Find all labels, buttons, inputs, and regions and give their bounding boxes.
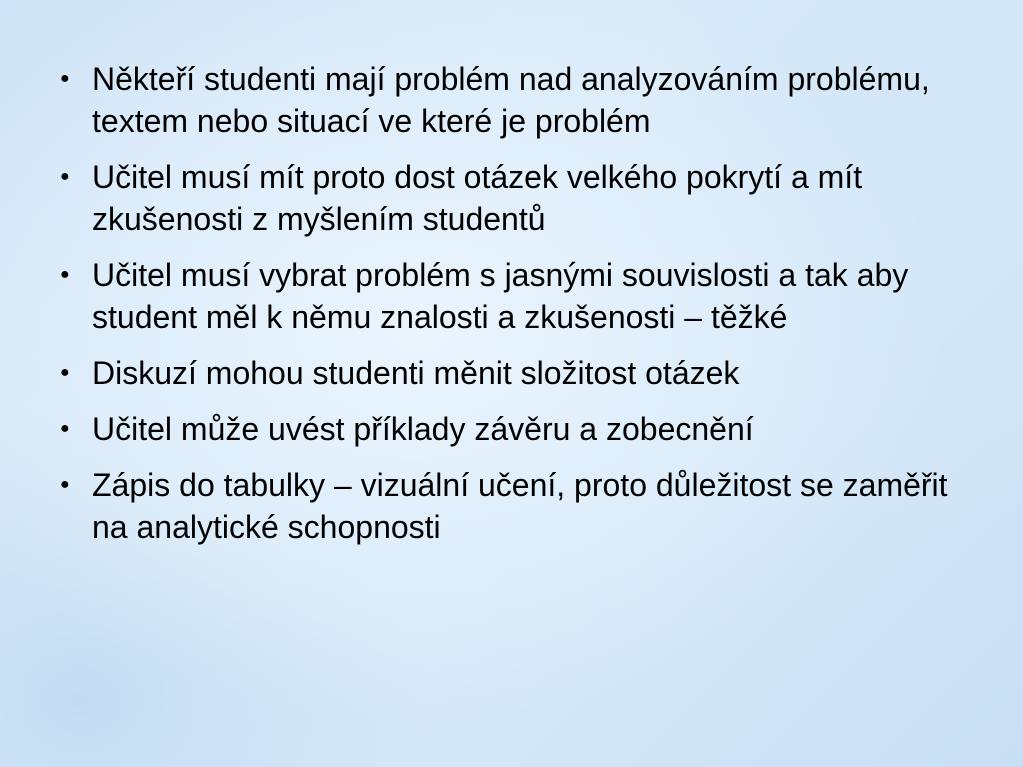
bullet-text: Učitel musí vybrat problém s jasnými souvislosti a tak aby student měl k němu znalosti a zkušenosti – těžké bbox=[92, 257, 909, 335]
bullet-text: Učitel musí mít proto dost otázek velkého pokrytí a mít zkušenosti z myšlením studentů bbox=[92, 159, 863, 237]
bullet-text: Diskuzí mohou studenti měnit složitost otázek bbox=[92, 355, 740, 391]
bullet-text: Učitel může uvést příklady závěru a zobecnění bbox=[92, 411, 754, 447]
bullet-text: Zápis do tabulky – vizuální učení, proto důležitost se zaměřit na analytické schopnosti bbox=[92, 467, 948, 545]
bullet-dot-icon: ● bbox=[60, 168, 70, 185]
bullet-item bbox=[56, 408, 976, 450]
bullet-item bbox=[56, 464, 976, 548]
bullet-list bbox=[56, 58, 976, 562]
bullet-dot-icon: ● bbox=[60, 364, 70, 381]
bullet-dot-icon: ● bbox=[60, 266, 70, 283]
bullet-dot-icon: ● bbox=[60, 420, 70, 437]
bullet-item bbox=[56, 156, 976, 240]
bullet-dot-icon: ● bbox=[60, 70, 70, 87]
bullet-item bbox=[56, 254, 976, 338]
bullet-item bbox=[56, 58, 976, 142]
bullet-text: Někteří studenti mají problém nad analyzováním problému, textem nebo situací ve které je problém bbox=[92, 61, 930, 139]
bullet-dot-icon: ● bbox=[60, 476, 70, 493]
bullet-item bbox=[56, 352, 976, 394]
